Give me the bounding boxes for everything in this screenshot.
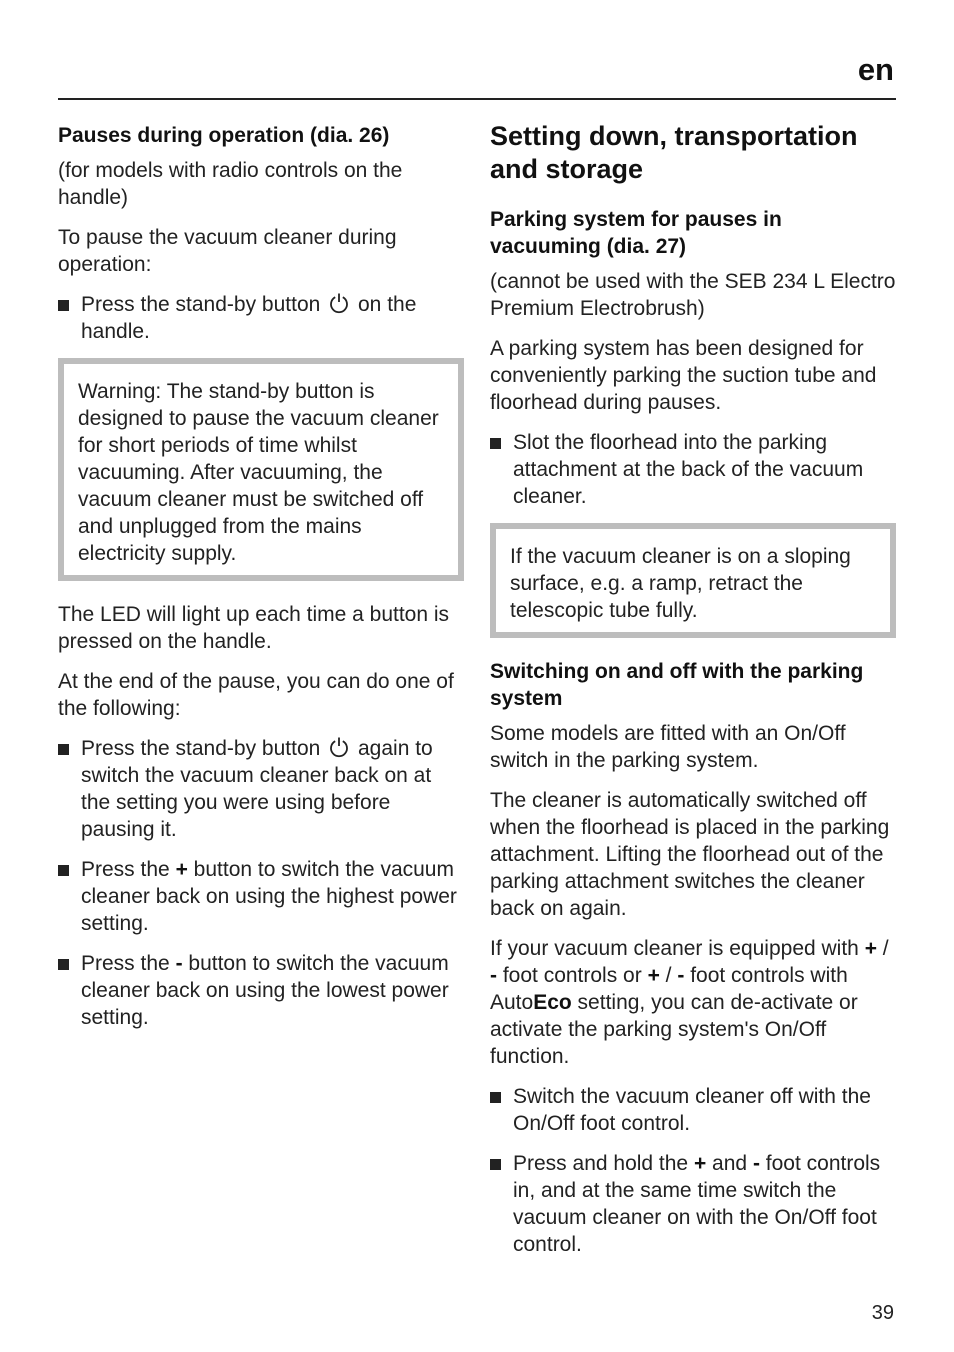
power-icon [328,292,350,314]
bullet-icon [58,959,69,970]
language-label: en [857,52,894,87]
left-column [58,122,464,1044]
right-column [490,122,896,1271]
bullet-icon [490,1092,501,1103]
subheading-switching: Switching on and off with the parking system [490,660,864,710]
power-icon [328,736,350,758]
section-title-setting-down: Setting down, transportation and storage [490,121,858,184]
bullet-icon [490,1159,501,1170]
item-text-after: button to switch the vacuum cleaner back on using the lowest power setting. [81,952,449,1029]
item-text-after: button to switch the vacuum cleaner back on using the highest power setting. [81,858,457,935]
list-item-slot-floorhead [490,429,896,510]
minus-symbol: - [752,1152,760,1175]
slope-note-text: If the vacuum cleaner is on a sloping surface, e.g. a ramp, retract the telescopic tube fully. [510,545,851,622]
item-text-after: again to switch the vacuum cleaner back on at the setting you were using before pausing it. [81,737,433,841]
minus-symbol: - [490,964,497,987]
item-text-before: Press the [81,952,170,975]
auto-switch-text: The cleaner is automatically switched off when the floorhead is placed in the parking attachment. Lifting the floorhead out of the parking attachment switches the cleaner back on again. [490,789,890,920]
led-text: The LED will light up each time a button is pressed on the handle. [58,603,450,653]
warning-text: Warning: The stand-by button is designed to pause the vacuum cleaner for short periods of time whilst vacuuming. After vacuuming, the vacuum cleaner must be switched off and unplugged from the mains electricity supply. [78,380,439,565]
list-item-press-hold: Press and hold the + and - foot controls in, and at the same time switch the vacuum cleaner on with the On/Off foot control. [490,1150,896,1258]
section-heading-pauses: Pauses during operation (dia. 26) [58,124,390,147]
plus-symbol: + [647,964,660,987]
bullet-icon [58,300,69,311]
item-text: Switch the vacuum cleaner off with the On/Off foot control. [513,1085,871,1135]
minus-symbol: - [175,952,183,975]
foot-controls-text: If your vacuum cleaner is equipped with + / - foot controls or + / - foot controls with AutoEco setting, you can de-activate or activate the parking system's On/Off function. [490,937,889,1068]
plus-symbol: + [175,858,188,881]
warning-box [58,358,464,581]
item-text-before: Press the stand-by button [81,737,321,760]
item-text-before: Press the [81,858,170,881]
bullet-icon [58,744,69,755]
item-text-before: Press the stand-by button [81,293,321,316]
list-item-minus [58,950,464,1031]
pause-intro: To pause the vacuum cleaner during operation: [58,226,397,276]
slope-note-box [490,523,896,638]
onoff-switch-text: Some models are fitted with an On/Off switch in the parking system. [490,722,846,772]
list-item-standby-again [58,735,464,843]
bullet-icon [490,438,501,449]
end-pause-text: At the end of the pause, you can do one of the following: [58,670,454,720]
item-text-after: on the handle. [81,293,417,343]
minus-symbol: - [677,964,685,987]
item-text: Slot the floorhead into the parking attachment at the back of the vacuum cleaner. [513,431,864,508]
models-note: (for models with radio controls on the handle) [58,159,403,209]
header-rule [58,98,896,100]
eco-label: Eco [533,991,572,1014]
subheading-parking-system: Parking system for pauses in vacuuming (dia. 27) [490,208,782,258]
list-item-plus [58,856,464,937]
page-number: 39 [871,1302,894,1324]
parking-description: A parking system has been designed for conveniently parking the suction tube and floorhead during pauses. [490,337,877,414]
bullet-icon [58,865,69,876]
list-item-standby [58,291,464,345]
list-item-switch-off [490,1083,896,1137]
plus-symbol: + [693,1152,707,1175]
plus-symbol: + [864,937,877,960]
electrobrush-note: (cannot be used with the SEB 234 L Electro Premium Electrobrush) [490,270,896,320]
